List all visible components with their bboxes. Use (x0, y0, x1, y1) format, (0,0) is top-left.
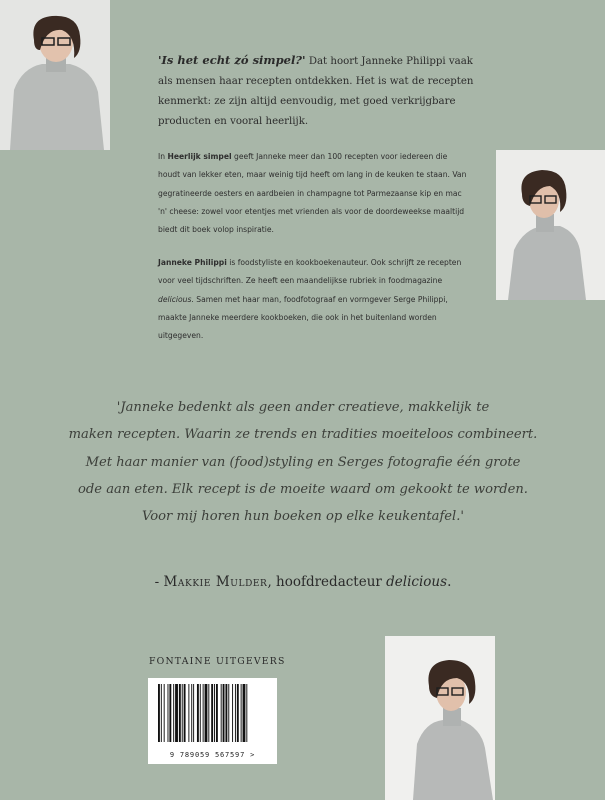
quote-attribution (60, 574, 546, 590)
intro-body: Dat hoort Janneke Philippi vaak als mensen haar recepten ontdekken. Het is wat de recepten kenmerkt: ze zijn altijd eenvoudig, met goed verkrijgbare producten en vooral heerlijk. (158, 56, 474, 127)
author-photo-right (496, 150, 605, 300)
testimonial-quote (60, 394, 546, 530)
para1-body: geeft Janneke meer dan 100 recepten voor iedereen die houdt van lekker eten, maar weinig tijd heeft om lang in de keuken te staan. Van gegratineerde oesters en aardbeien in champagne tot Parmezaanse kip en mac 'n' cheese: zowel voor etentjes met vrienden als voor de doordeweekse maaltijd biedt dit boek volop inspiratie. (158, 152, 467, 235)
bio-part1: is foodstyliste en kookboekenauteur. Ook schrijft ze recepten voor veel tijdschriften. Ze heeft een maandelijkse rubriek in foodmagazine (158, 258, 462, 286)
publisher-name: FONTAINE UITGEVERS (149, 656, 286, 667)
book-description (158, 148, 468, 239)
attribution-magazine: delicious (386, 574, 448, 590)
isbn-digits: 9 789059 567597 > (169, 751, 256, 759)
author-photo-top (0, 0, 110, 150)
quote-line: 'Janneke bedenkt als geen ander creatieve, makkelijk te (116, 400, 490, 415)
intro-lead-question: 'Is het echt zó simpel?' (158, 53, 306, 67)
quote-line: ode aan eten. Elk recept is de moeite waard om gekookt te worden. (78, 481, 528, 497)
attribution-dash: - (154, 574, 164, 590)
quote-line: Voor mij horen hun boeken op elke keukentafel.' (142, 509, 464, 525)
quote-line: maken recepten. Waarin ze trends en tradities moeiteloos combineert. (68, 427, 538, 443)
author-photo-bottom (385, 636, 495, 800)
intro-text (158, 50, 488, 132)
attribution-end: . (447, 574, 452, 590)
bio-part2: . Samen met haar man, foodfotograaf en vormgever Serge Philippi, maakte Janneke meerdere kookboeken, die ook in het buitenland worden uitgegeven. (158, 294, 448, 341)
isbn-barcode (148, 678, 277, 764)
author-name: Janneke Philippi (158, 258, 227, 267)
para1-pre: In (158, 152, 168, 161)
barcode-bars (156, 684, 269, 742)
magazine-name: delicious (158, 294, 192, 304)
attribution-name: Makkie Mulder (163, 574, 268, 590)
quote-line: Met haar manier van (food)styling en Serges fotografie één grote (85, 454, 521, 470)
book-title: Heerlijk simpel (167, 152, 232, 161)
attribution-role: , hoofdredacteur (267, 574, 387, 590)
author-bio (158, 254, 468, 345)
